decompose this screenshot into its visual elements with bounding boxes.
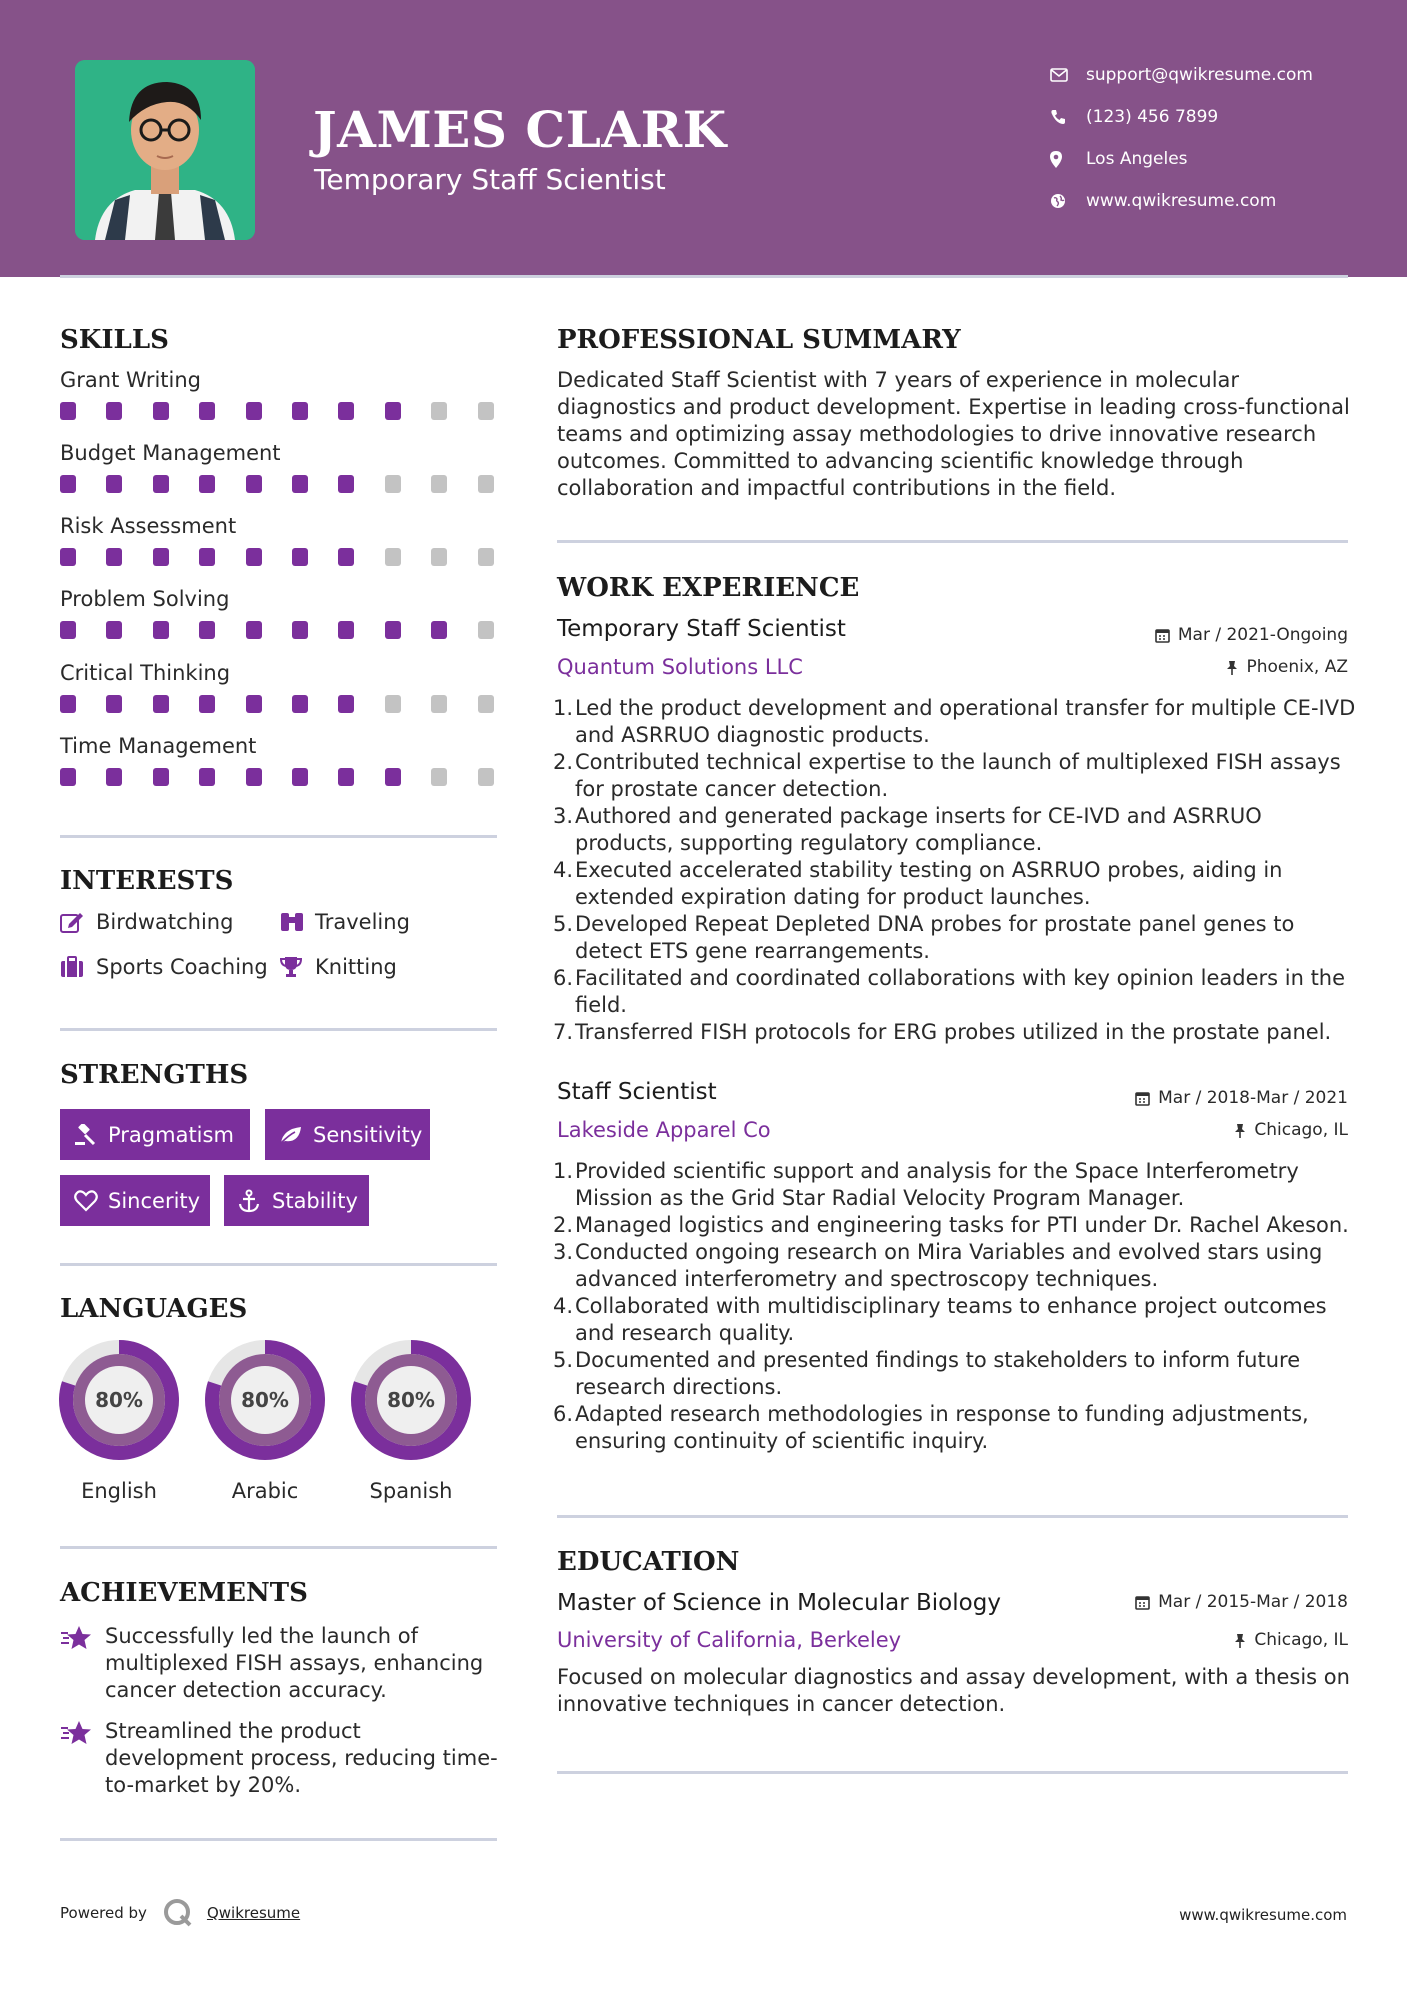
section-divider <box>60 835 497 838</box>
skill-rating <box>60 548 500 568</box>
language-percent: 80% <box>241 1388 289 1412</box>
skill-dot-filled <box>292 695 308 713</box>
skill-dot-filled <box>60 695 76 713</box>
skill-dot-filled <box>199 695 215 713</box>
skill-dot-filled <box>153 768 169 786</box>
pushpin-icon <box>1226 660 1238 675</box>
skill-dot-empty <box>478 475 494 493</box>
responsibility-text: Documented and presented findings to stakeholders to inform future research directions. <box>575 1348 1301 1399</box>
job-company: Lakeside Apparel Co <box>557 1118 771 1142</box>
summary-heading: PROFESSIONAL SUMMARY <box>557 325 961 355</box>
responsibility-item: 1. Led the product development and operational transfer for multiple CE-IVD and ASRRUO diagnostic products. <box>553 696 1356 747</box>
skill-item <box>60 368 500 422</box>
responsibility-item: 4. Collaborated with multidisciplinary teams to enhance project outcomes and research quality. <box>553 1294 1327 1345</box>
skill-dot-filled <box>246 768 262 786</box>
skill-dot-filled <box>338 402 354 420</box>
section-divider <box>557 1515 1348 1518</box>
strength-tag <box>60 1175 210 1226</box>
responsibility-text: Collaborated with multidisciplinary teams to enhance project outcomes and research quality. <box>575 1294 1327 1345</box>
language-percent: 80% <box>95 1388 143 1412</box>
responsibility-item: 5. Documented and presented findings to stakeholders to inform future research directions. <box>553 1348 1301 1399</box>
strength-label: Pragmatism <box>108 1122 234 1147</box>
responsibility-item: 7. Transferred FISH protocols for ERG probes utilized in the prostate panel. <box>553 1020 1332 1044</box>
responsibility-text: Executed accelerated stability testing on ASRRUO probes, aiding in extended expiration dating for product launches. <box>575 858 1283 909</box>
skill-dot-empty <box>478 402 494 420</box>
contact-phone[interactable] <box>1050 96 1390 138</box>
gavel-icon <box>74 1124 108 1146</box>
skill-rating <box>60 475 500 495</box>
skill-dot-filled <box>292 768 308 786</box>
star-badge-icon <box>60 1718 105 1799</box>
header-divider <box>60 275 1348 278</box>
contact-website-text: www.qwikresume.com <box>1086 191 1277 211</box>
education-heading: EDUCATION <box>557 1547 740 1577</box>
briefcase-icon <box>60 956 96 978</box>
skill-dot-empty <box>431 768 447 786</box>
skill-item <box>60 441 500 495</box>
job-dates-text: Mar / 2021-Ongoing <box>1177 625 1348 645</box>
summary-text: Dedicated Staff Scientist with 7 years of experience in molecular diagnostics and product development. Expertise in leading cross-functional teams and optimizing assay methodologies to drive innovative research outcomes. Committed to advancing scientific knowledge through collaboration and impactful contributions in the field. <box>557 368 1350 500</box>
responsibility-item: 2. Contributed technical expertise to the launch of multiplexed FISH assays for prostate cancer detection. <box>553 750 1341 801</box>
binoculars-icon <box>279 911 315 933</box>
skill-dot-filled <box>153 548 169 566</box>
skill-name: Risk Assessment <box>60 514 237 538</box>
footer-powered-by <box>60 1898 300 1928</box>
skill-dot-filled <box>106 548 122 566</box>
contact-email[interactable] <box>1050 54 1390 96</box>
languages-heading: LANGUAGES <box>60 1294 248 1324</box>
achievement-text: Successfully led the launch of multiplexed FISH assays, enhancing cancer detection accuracy. <box>105 1624 484 1702</box>
skill-dot-filled <box>385 768 401 786</box>
skill-dot-filled <box>199 621 215 639</box>
skill-name: Budget Management <box>60 441 281 465</box>
skill-dot-filled <box>199 768 215 786</box>
envelope-icon <box>1050 68 1086 82</box>
calendar-icon <box>1155 628 1170 643</box>
skill-dot-filled <box>338 548 354 566</box>
interest-label: Sports Coaching <box>96 955 268 979</box>
job-location-text: Chicago, IL <box>1254 1120 1348 1140</box>
calendar-icon <box>1135 1595 1150 1610</box>
skill-dot-filled <box>153 695 169 713</box>
language-ring <box>204 1339 326 1465</box>
skill-dot-filled <box>292 548 308 566</box>
leaf-icon <box>279 1125 313 1145</box>
language-item <box>350 1339 472 1503</box>
language-item <box>204 1339 326 1503</box>
interest-item <box>279 910 410 934</box>
responsibility-item: 6. Facilitated and coordinated collaborations with key opinion leaders in the field. <box>553 966 1346 1017</box>
job-dates <box>1135 1088 1348 1108</box>
skill-dot-filled <box>246 621 262 639</box>
skill-dot-filled <box>106 768 122 786</box>
skill-dot-filled <box>153 402 169 420</box>
skill-dot-empty <box>478 621 494 639</box>
language-percent: 80% <box>387 1388 435 1412</box>
responsibility-item: 3. Conducted ongoing research on Mira Variables and evolved stars using advanced interferometry and spectroscopy techniques. <box>553 1240 1323 1291</box>
responsibility-item: 2. Managed logistics and engineering tasks for PTI under Dr. Rachel Akeson. <box>553 1213 1349 1237</box>
star-badge-icon <box>60 1623 105 1704</box>
job-title: Temporary Staff Scientist <box>557 616 846 642</box>
contact-email-text: support@qwikresume.com <box>1086 65 1313 85</box>
education-location-text: Chicago, IL <box>1254 1630 1348 1650</box>
skill-name: Critical Thinking <box>60 661 231 685</box>
skill-dot-filled <box>246 475 262 493</box>
skill-dot-filled <box>106 695 122 713</box>
interest-label: Knitting <box>315 955 397 979</box>
skill-dot-filled <box>153 621 169 639</box>
section-divider <box>60 1838 497 1841</box>
skill-dot-filled <box>246 402 262 420</box>
skill-dot-filled <box>385 402 401 420</box>
skill-dot-empty <box>431 475 447 493</box>
interests-heading: INTERESTS <box>60 866 234 896</box>
skill-dot-filled <box>106 475 122 493</box>
responsibility-text: Provided scientific support and analysis for the Space Interferometry Mission as the Grid Star Radial Velocity Program Manager. <box>575 1159 1299 1210</box>
skill-dot-filled <box>199 475 215 493</box>
anchor-icon <box>238 1189 272 1213</box>
skill-dot-filled <box>292 402 308 420</box>
skills-heading: SKILLS <box>60 325 169 355</box>
skill-dot-filled <box>246 548 262 566</box>
skill-dot-filled <box>199 548 215 566</box>
section-divider <box>557 1771 1348 1774</box>
job-dates <box>1155 625 1348 645</box>
section-divider <box>60 1028 497 1031</box>
skill-item <box>60 661 500 715</box>
skill-dot-filled <box>153 475 169 493</box>
education-school: University of California, Berkeley <box>557 1628 902 1652</box>
education-dates <box>1135 1592 1348 1612</box>
skill-dot-empty <box>385 548 401 566</box>
pushpin-icon <box>1234 1123 1246 1138</box>
responsibility-item: 5. Developed Repeat Depleted DNA probes for prostate panel genes to detect ETS gene rearrangements. <box>553 912 1295 963</box>
strength-tag <box>224 1175 369 1226</box>
language-ring <box>58 1339 180 1465</box>
achievement-item <box>60 1623 500 1704</box>
skill-dot-filled <box>431 621 447 639</box>
language-ring <box>350 1339 472 1465</box>
skill-rating <box>60 402 500 422</box>
education-description: Focused on molecular diagnostics and assay development, with a thesis on innovative techniques in cancer detection. <box>557 1665 1350 1716</box>
skill-dot-filled <box>292 621 308 639</box>
skill-dot-empty <box>385 475 401 493</box>
skill-name: Time Management <box>60 734 257 758</box>
strength-label: Sensitivity <box>313 1122 423 1147</box>
trophy-icon <box>279 956 315 978</box>
responsibility-item: 3. Authored and generated package inserts for CE-IVD and ASRRUO products, supporting regulatory compliance. <box>553 804 1262 855</box>
job-location-text: Phoenix, AZ <box>1246 657 1348 677</box>
phone-icon <box>1050 109 1086 125</box>
heart-icon <box>74 1190 108 1212</box>
skill-dot-empty <box>431 695 447 713</box>
pushpin-icon <box>1234 1633 1246 1648</box>
skill-dot-filled <box>338 475 354 493</box>
skill-dot-filled <box>338 621 354 639</box>
section-divider <box>60 1546 497 1549</box>
job-responsibilities <box>553 1158 1357 1455</box>
contact-list <box>1050 54 1390 222</box>
skill-dot-filled <box>292 475 308 493</box>
responsibility-text: Led the product development and operational transfer for multiple CE-IVD and ASRRUO diagnostic products. <box>575 696 1356 747</box>
skill-dot-empty <box>478 768 494 786</box>
skill-dot-filled <box>60 475 76 493</box>
skill-rating <box>60 695 500 715</box>
skill-name: Grant Writing <box>60 368 201 392</box>
contact-location <box>1050 138 1390 180</box>
responsibility-text: Transferred FISH protocols for ERG probes utilized in the prostate panel. <box>575 1020 1332 1044</box>
interest-item <box>60 955 268 979</box>
contact-phone-text: (123) 456 7899 <box>1086 107 1219 127</box>
skill-dot-filled <box>60 621 76 639</box>
candidate-name: JAMES CLARK <box>313 100 727 159</box>
profile-photo <box>75 60 255 240</box>
responsibility-text: Contributed technical expertise to the launch of multiplexed FISH assays for prostate cancer detection. <box>575 750 1341 801</box>
skill-dot-filled <box>199 402 215 420</box>
job-company: Quantum Solutions LLC <box>557 655 803 679</box>
job-location <box>1234 1120 1348 1140</box>
pencil-square-icon <box>60 911 96 933</box>
responsibility-text: Managed logistics and engineering tasks for PTI under Dr. Rachel Akeson. <box>575 1213 1349 1237</box>
responsibility-text: Adapted research methodologies in response to funding adjustments, ensuring continuity of scientific inquiry. <box>575 1402 1309 1453</box>
strengths-heading: STRENGTHS <box>60 1060 249 1090</box>
skill-dot-filled <box>106 621 122 639</box>
skill-dot-filled <box>385 621 401 639</box>
skill-dot-empty <box>431 402 447 420</box>
responsibility-item: 1. Provided scientific support and analysis for the Space Interferometry Mission as the Grid Star Radial Velocity Program Manager. <box>553 1159 1299 1210</box>
section-divider <box>557 540 1348 543</box>
candidate-title: Temporary Staff Scientist <box>314 163 666 196</box>
experience-heading: WORK EXPERIENCE <box>557 573 860 603</box>
skill-dot-filled <box>60 548 76 566</box>
interest-label: Traveling <box>315 910 410 934</box>
education-location <box>1234 1630 1348 1650</box>
skill-dot-filled <box>60 768 76 786</box>
job-responsibilities <box>553 695 1357 1046</box>
responsibility-item: 6. Adapted research methodologies in response to funding adjustments, ensuring continuity of scientific inquiry. <box>553 1402 1309 1453</box>
job-title: Staff Scientist <box>557 1079 717 1105</box>
skill-dot-empty <box>478 548 494 566</box>
language-item <box>58 1339 180 1503</box>
contact-location-text: Los Angeles <box>1086 149 1188 169</box>
achievements-heading: ACHIEVEMENTS <box>60 1578 308 1608</box>
skill-item <box>60 514 500 568</box>
strength-tag <box>265 1109 430 1160</box>
section-divider <box>60 1263 497 1266</box>
location-pin-icon <box>1050 151 1086 168</box>
skill-dot-filled <box>60 402 76 420</box>
skill-dot-filled <box>338 768 354 786</box>
interest-item <box>279 955 397 979</box>
strength-label: Stability <box>272 1188 358 1213</box>
job-location <box>1226 657 1348 677</box>
skill-item <box>60 587 500 641</box>
language-name: Arabic <box>231 1479 299 1503</box>
qwikresume-logo-icon <box>163 1898 193 1928</box>
skill-dot-empty <box>478 695 494 713</box>
powered-by-text: Powered by <box>60 1904 147 1922</box>
achievement-text: Streamlined the product development process, reducing time-to-market by 20%. <box>105 1719 498 1797</box>
skill-dot-filled <box>106 402 122 420</box>
skill-dot-empty <box>431 548 447 566</box>
skill-dot-filled <box>338 695 354 713</box>
contact-website[interactable] <box>1050 180 1390 222</box>
skill-name: Problem Solving <box>60 587 230 611</box>
responsibility-item: 4. Executed accelerated stability testing on ASRRUO probes, aiding in extended expiration dating for product launches. <box>553 858 1283 909</box>
responsibility-text: Facilitated and coordinated collaborations with key opinion leaders in the field. <box>575 966 1346 1017</box>
interest-item <box>60 910 233 934</box>
skill-rating <box>60 768 500 788</box>
education-dates-text: Mar / 2015-Mar / 2018 <box>1158 1592 1348 1612</box>
responsibility-text: Developed Repeat Depleted DNA probes for prostate panel genes to detect ETS gene rearrangements. <box>575 912 1295 963</box>
footer-website[interactable]: www.qwikresume.com <box>1179 1906 1347 1924</box>
interest-label: Birdwatching <box>96 910 234 934</box>
calendar-icon <box>1135 1091 1150 1106</box>
skill-dot-empty <box>385 695 401 713</box>
skill-item <box>60 734 500 788</box>
strength-tag <box>60 1109 250 1160</box>
responsibility-text: Authored and generated package inserts for CE-IVD and ASRRUO products, supporting regulatory compliance. <box>575 804 1262 855</box>
strength-label: Sincerity <box>108 1188 201 1213</box>
resume-header <box>0 0 1407 277</box>
language-name: Spanish <box>369 1479 453 1503</box>
achievement-item <box>60 1718 500 1799</box>
skill-rating <box>60 621 500 641</box>
job-dates-text: Mar / 2018-Mar / 2021 <box>1158 1088 1348 1108</box>
responsibility-text: Conducted ongoing research on Mira Variables and evolved stars using advanced interferometry and spectroscopy techniques. <box>575 1240 1323 1291</box>
qwikresume-link[interactable]: Qwikresume <box>206 1904 301 1922</box>
globe-icon <box>1050 193 1086 209</box>
language-name: English <box>81 1479 157 1503</box>
education-degree: Master of Science in Molecular Biology <box>557 1590 1001 1616</box>
skill-dot-filled <box>246 695 262 713</box>
